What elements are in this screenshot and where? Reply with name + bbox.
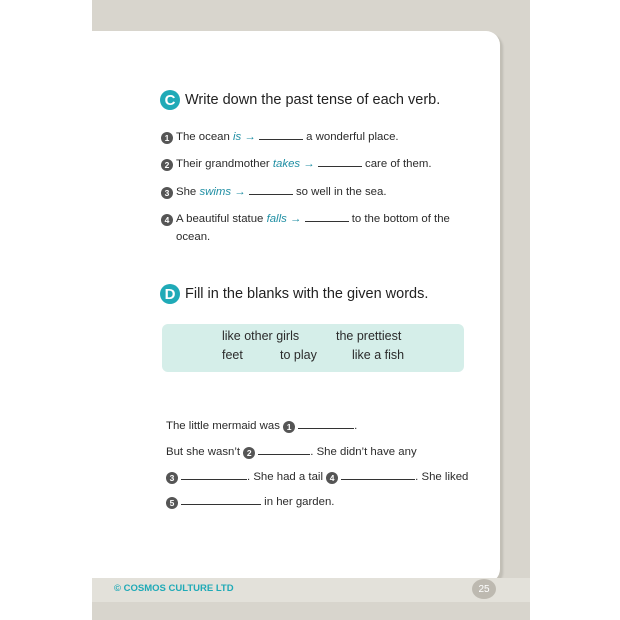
word-bank (162, 324, 464, 372)
number-badge: 4 (161, 214, 173, 226)
copyright-text: © COSMOS CULTURE LTD (114, 583, 234, 594)
arrow-icon: → (303, 158, 315, 170)
story-line-3: 3 . She had a tail 4 . She liked (166, 469, 468, 484)
story-line-1: The little mermaid was 1 . (166, 420, 358, 432)
question-c1: 1 The ocean is → a wonderful place. (161, 128, 481, 146)
verb: is (233, 131, 242, 143)
section-d-title: Fill in the blanks with the given words. (185, 286, 429, 302)
word-option: to play (280, 348, 317, 362)
section-d-badge: D (160, 284, 180, 304)
answer-blank[interactable] (259, 129, 303, 140)
number-badge: 1 (161, 132, 173, 144)
story-line-4: 5 in her garden. (166, 494, 334, 509)
word-option: like a fish (352, 348, 405, 362)
answer-blank[interactable] (249, 184, 293, 195)
answer-blank[interactable] (305, 211, 349, 222)
number-badge: 2 (161, 159, 173, 171)
verb: swims (199, 186, 232, 198)
verb: falls (266, 213, 287, 225)
number-badge: 5 (166, 497, 178, 509)
page-number: 25 (472, 579, 496, 599)
answer-blank[interactable] (181, 494, 261, 505)
question-c3: 3 She swims → so well in the sea. (161, 183, 481, 201)
word-option: the prettiest (336, 329, 402, 343)
section-c-header (160, 90, 440, 110)
section-c-badge: C (160, 90, 180, 110)
answer-blank[interactable] (181, 469, 247, 480)
section-c-title: Write down the past tense of each verb. (185, 92, 441, 108)
arrow-icon: → (290, 213, 302, 225)
arrow-icon: → (234, 186, 246, 198)
question-c4: 4 A beautiful statue falls → to the bottom of the ocean. (161, 210, 481, 246)
answer-blank[interactable] (298, 418, 354, 429)
number-badge: 3 (161, 187, 173, 199)
section-d-header (160, 284, 428, 304)
number-badge: 3 (166, 472, 178, 484)
story-line-2: But she wasn’t 2 . She didn’t have any (166, 446, 417, 458)
answer-blank[interactable] (318, 156, 362, 167)
arrow-icon: → (244, 131, 256, 143)
number-badge: 2 (243, 447, 255, 459)
word-option: like other girls (222, 329, 300, 343)
answer-blank[interactable] (341, 469, 415, 480)
answer-blank[interactable] (258, 444, 310, 455)
verb: takes (272, 158, 301, 170)
number-badge: 1 (283, 421, 295, 433)
question-c2: 2 Their grandmother takes → care of them. (161, 155, 481, 173)
word-option: feet (222, 348, 243, 362)
number-badge: 4 (326, 472, 338, 484)
